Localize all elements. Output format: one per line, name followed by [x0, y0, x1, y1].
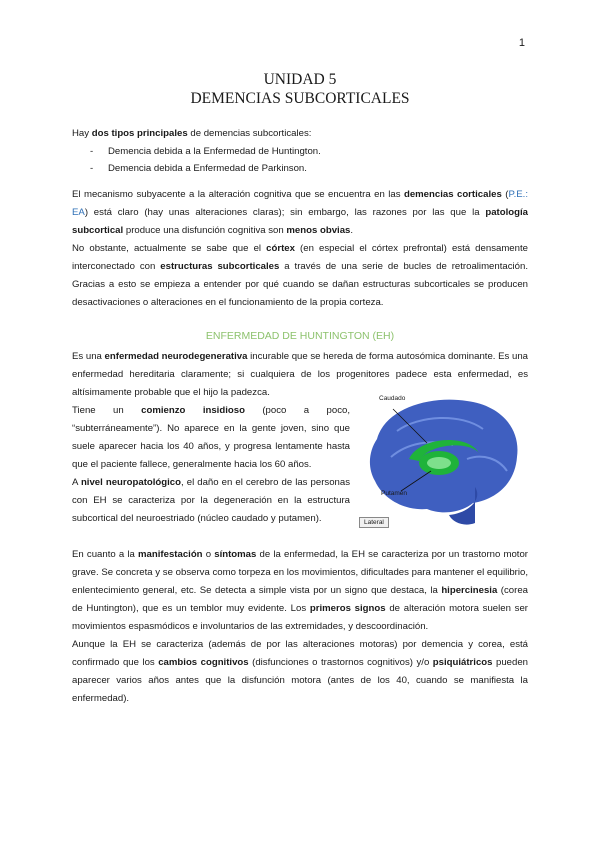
dementia-types-list: [90, 143, 321, 177]
lateral-button[interactable]: Lateral: [359, 517, 389, 528]
mechanism-paragraph: El mecanismo subyacente a la alteración cognitiva que se encuentra en las demencias corticales (P.E.: EA) está claro (hay unas alteraciones claras); sin embargo, las razones por las que la patología subcortical produce una disfunción cognitiva son menos obvias.: [72, 189, 529, 236]
neuropathology-paragraph: A nivel neuropatológico, el daño en el cerebro de las personas con EH se caracteriza por la degeneración en la estructura subcortical del neuroestriado (núcleo caudado y putamen).: [72, 477, 350, 524]
caudate-label: Caudado: [379, 395, 406, 402]
putamen-label: Putamen: [381, 490, 408, 497]
brain-figure: [357, 387, 528, 527]
title-topic: DEMENCIAS SUBCORTICALES: [190, 90, 410, 107]
symptoms-paragraph: En cuanto a la manifestación o síntomas de la enfermedad, la EH se caracteriza por un trastorno motor grave. Se concreta y se observa como torpeza en los movimientos, dificultades para mantener el equilibrio, enlentecimiento general, etc. Se detecta a simple vista por un signo que destaca, la hipercinesia (corea de Huntington), que es un temblor muy evidente. Los primeros signos de alteración motora suelen ser movimientos espasmódicos e involuntarios de las extremidades, y descoordinación.: [72, 549, 529, 632]
page-number: 1: [518, 37, 525, 49]
intro-paragraph: Hay dos tipos principales de demencias subcorticales:: [72, 128, 312, 139]
page-title: [0, 70, 600, 108]
title-unit: UNIDAD 5: [263, 71, 337, 88]
list-item: - Demencia debida a la Enfermedad de Huntington.: [90, 143, 321, 160]
huntington-intro-paragraph: Es una enfermedad neurodegenerativa incurable que se hereda de forma autosómica dominante. Es una enfermedad hereditaria claramente; si cualquiera de los progenitores padece esta enfermedad, es altísimamente probable que el hijo la padezca.: [72, 351, 528, 398]
brain-illustration: [357, 387, 528, 527]
list-item: - Demencia debida a Enfermedad de Parkinson.: [90, 160, 321, 177]
example-link: P.E.: EA: [72, 189, 529, 218]
cognitive-changes-paragraph: Aunque la EH se caracteriza (además de por las alteraciones motoras) por demencia y corea, está confirmado que los cambios cognitivos (disfunciones o trastornos cognitivos) y/o psiquiátricos pueden aparecer varios años antes que la disfunción motora (antes de los 40, cuando se manifiesta la enfermedad).: [72, 639, 529, 704]
onset-paragraph: Tiene un comienzo insidioso (poco a poco, “subterráneamente”). No aparece en la gente joven, sino que suele aparecer hacia los 40 años, y progresa lentamente hasta que el paciente fallece, generalmente hacia los 60 años.: [72, 405, 350, 470]
cortex-paragraph: No obstante, actualmente se sabe que el córtex (en especial el córtex prefrontal) está densamente interconectado con estructuras subcorticales a través de una serie de bucles de retroalimentación. Gracias a esto se empieza a entender por qué cuando se dañan estructuras subcorticales se producen desactivaciones o alteraciones en el funcionamiento de la propia corteza.: [72, 243, 528, 308]
section-heading: ENFERMEDAD DE HUNTINGTON (EH): [205, 330, 395, 342]
